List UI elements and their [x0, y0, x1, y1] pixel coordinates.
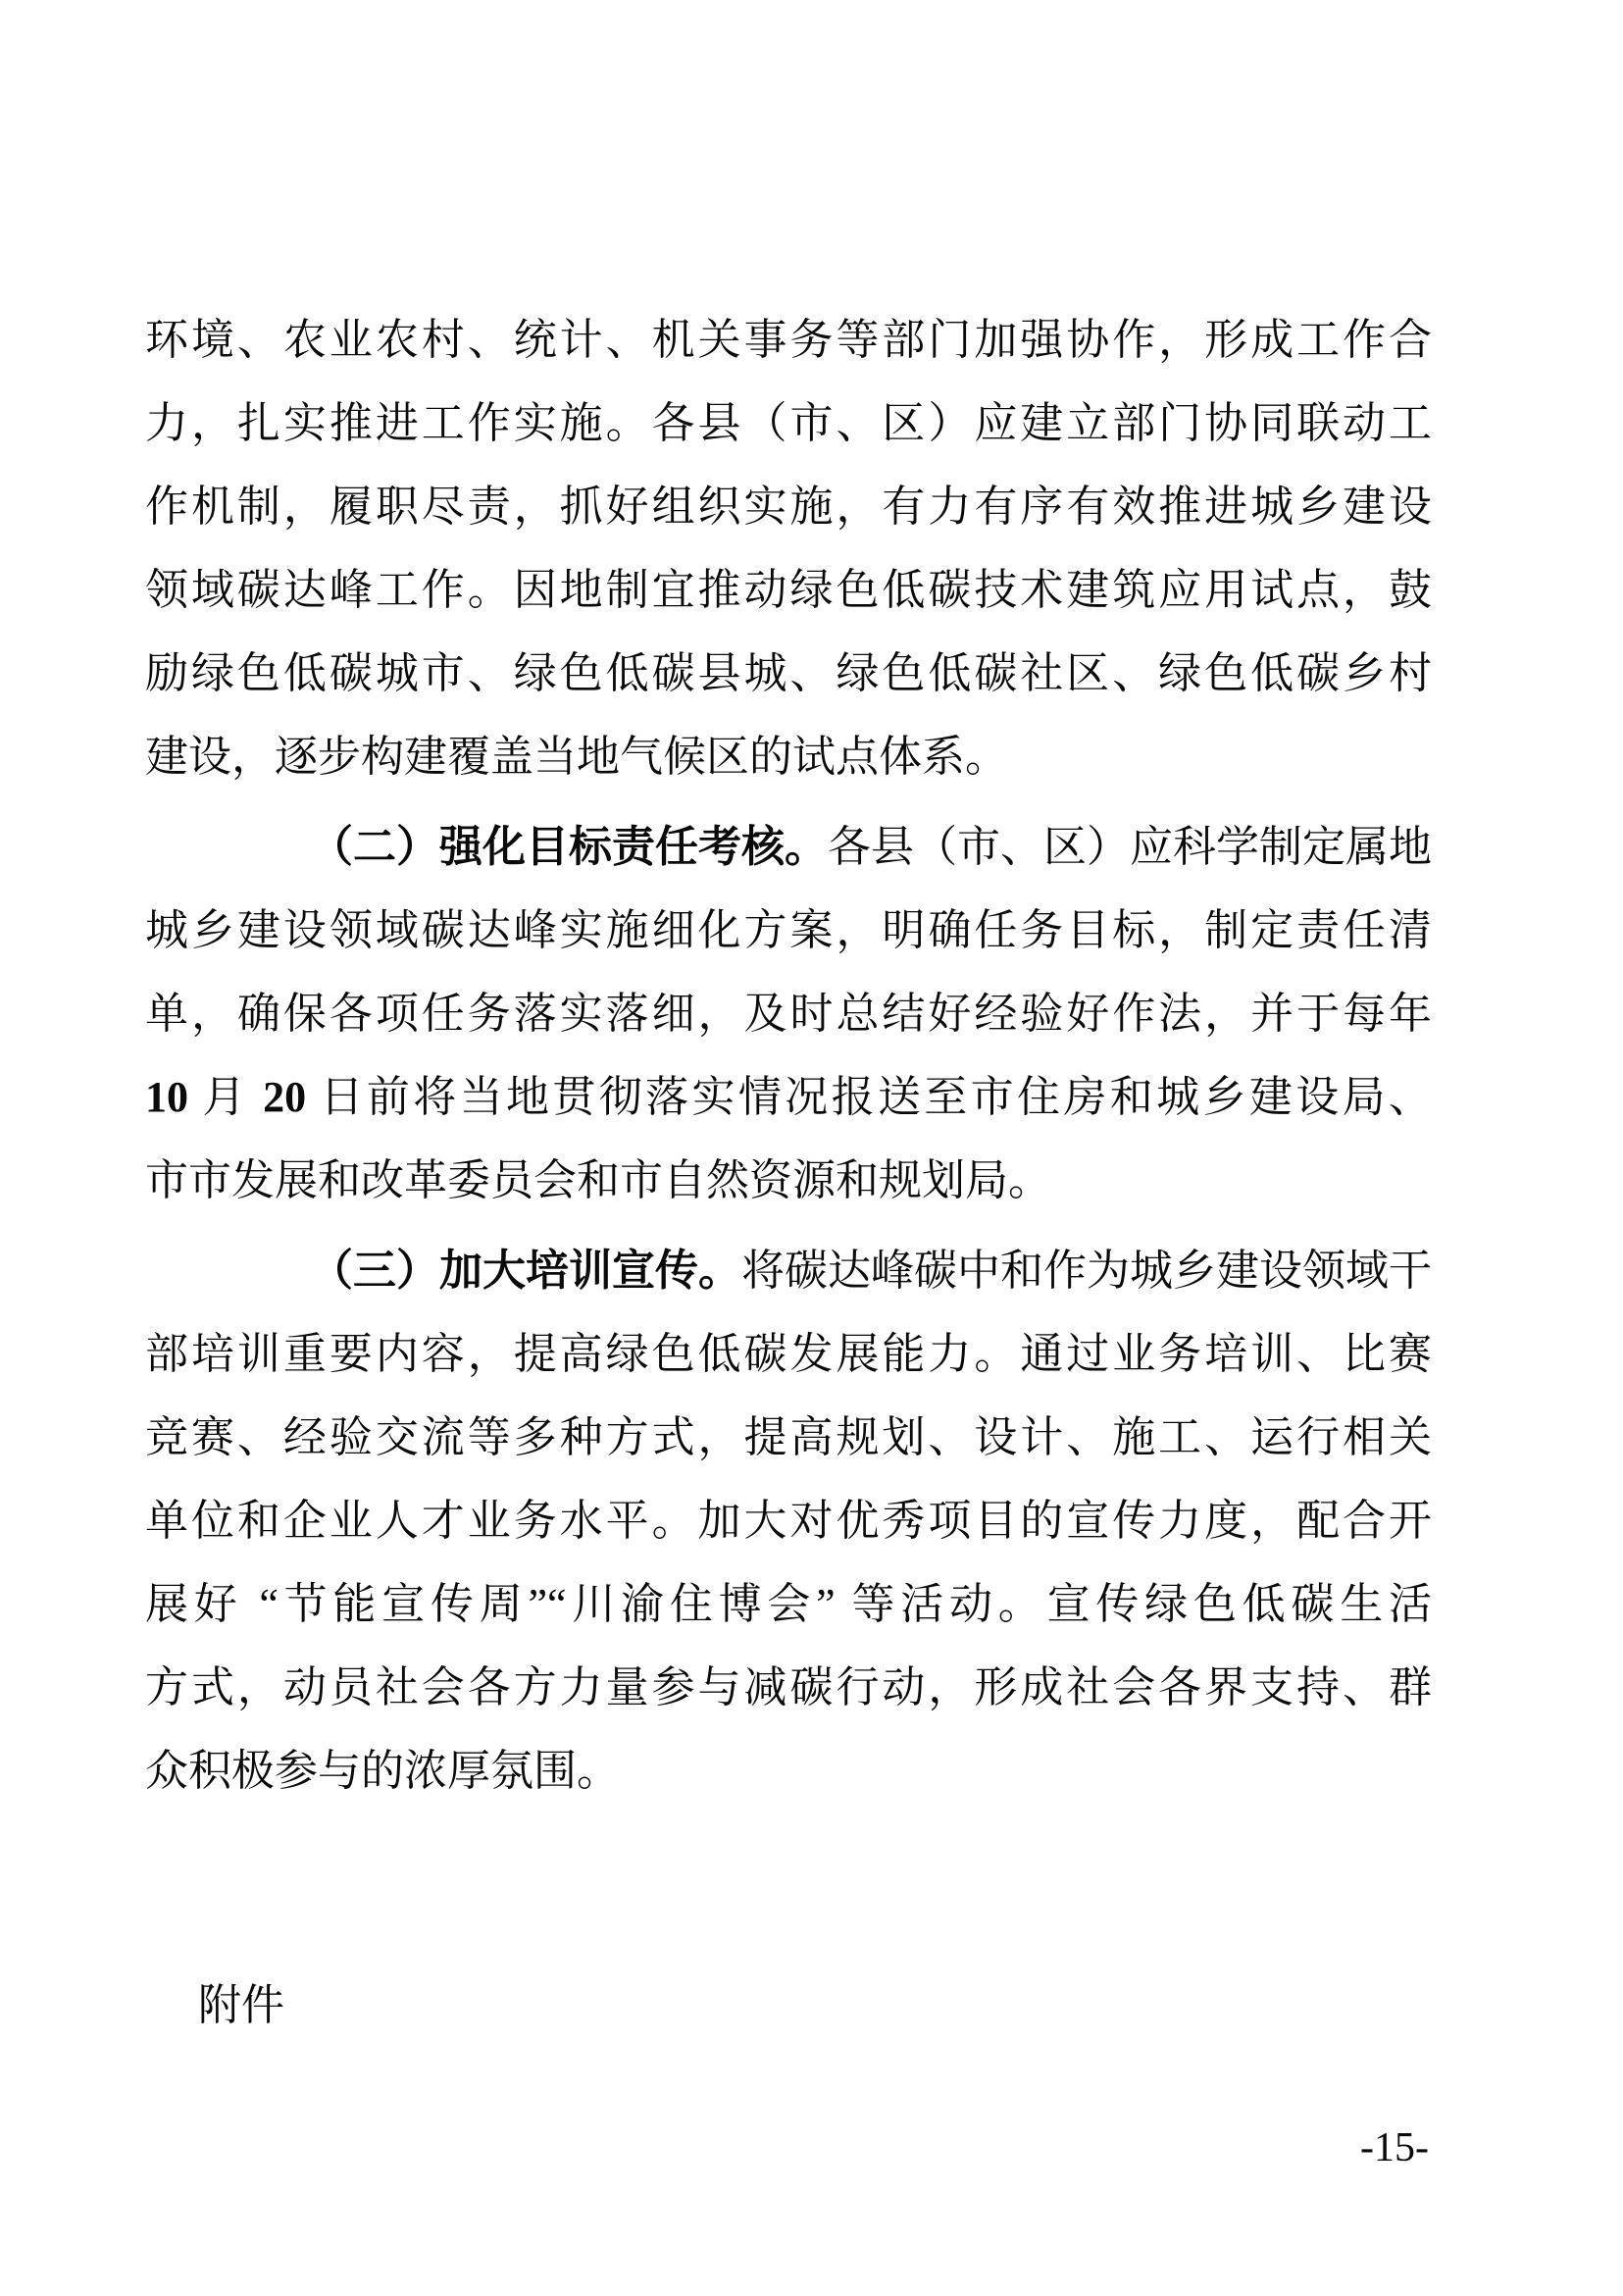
section-2-text: 各县（市、区）应科学制定属地	[828, 823, 1432, 871]
body-line: 单，确保各项任务落实落细，及时总结好经验好作法，并于每年	[145, 990, 1432, 1038]
attachment-label: 附件	[198, 1981, 284, 2029]
date-number-day: 20	[263, 1073, 307, 1121]
body-line-section-2-start	[145, 805, 1432, 889]
section-3-heading: （三）加大培训宣传。	[310, 1247, 741, 1295]
body-line: 竞赛、经验交流等多种方式，提高规划、设计、施工、运行相关	[145, 1413, 1432, 1461]
page-number: -15-	[1360, 2125, 1429, 2170]
section-3-text: 将碳达峰碳中和作为城乡建设领域干	[741, 1247, 1432, 1295]
date-number-month: 10	[145, 1073, 188, 1121]
body-line: 作机制，履职尽责，抓好组织实施，有力有序有效推进城乡建设	[145, 483, 1432, 531]
body-line: 展好 “节能宣传周”“川渝住博会” 等活动。宣传绿色低碳生活	[145, 1580, 1432, 1628]
document-body	[145, 298, 1432, 1812]
body-line: 领域碳达峰工作。因地制宜推动绿色低碳技术建筑应用试点，鼓	[145, 566, 1432, 614]
body-line: 力，扎实推进工作实施。各县（市、区）应建立部门协同联动工	[145, 399, 1432, 447]
body-line: 单位和企业人才业务水平。加大对优秀项目的宣传力度，配合开	[145, 1497, 1432, 1545]
date-line-text: 日前将当地贯彻落实情况报送至市住房和城乡建设局、	[306, 1073, 1432, 1121]
body-line: 励绿色低碳城市、绿色低碳县城、绿色低碳社区、绿色低碳乡村	[145, 649, 1432, 697]
body-line: 部培训重要内容，提高绿色低碳发展能力。通过业务培训、比赛	[145, 1330, 1432, 1378]
body-line: 建设，逐步构建覆盖当地气候区的试点体系。	[145, 733, 1008, 781]
body-line-section-3-start	[145, 1229, 1432, 1312]
body-line: 众积极参与的浓厚氛围。	[145, 1747, 620, 1795]
date-separator: 月	[188, 1073, 264, 1121]
body-line: 方式，动员社会各方力量参与减碳行动，形成社会各界支持、群	[145, 1663, 1432, 1711]
body-line: 城乡建设领域碳达峰实施细化方案，明确任务目标，制定责任清	[145, 906, 1432, 954]
body-line-date	[145, 1055, 1432, 1139]
body-line: 环境、农业农村、统计、机关事务等部门加强协作，形成工作合	[145, 316, 1432, 364]
body-line: 市市发展和改革委员会和市自然资源和规划局。	[145, 1156, 1051, 1204]
section-2-heading: （二）强化目标责任考核。	[310, 823, 828, 871]
